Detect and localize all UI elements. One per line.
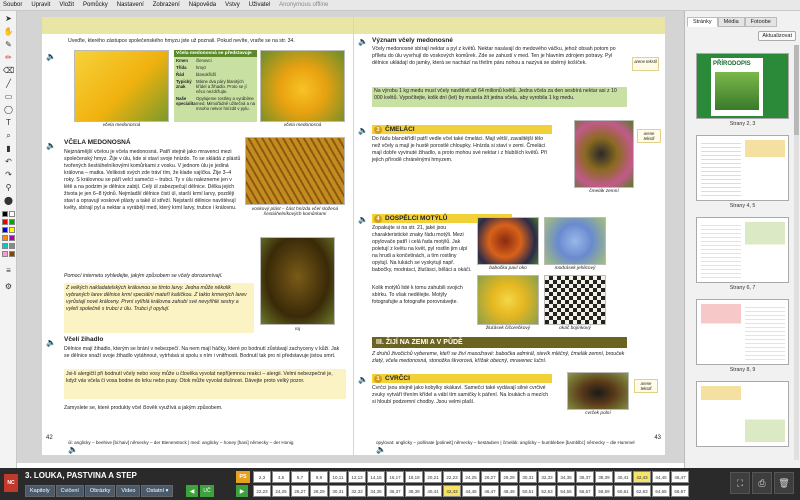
color-swatch-orange[interactable] [2,235,8,241]
speaker-icon[interactable]: 🔈 [358,126,368,135]
arrow-icon[interactable]: ➤ [5,14,12,23]
menu-uzivatel[interactable]: Uživatel [248,2,271,8]
menu-napoveda[interactable]: Nápověda [188,2,217,8]
refresh-button[interactable]: Aktualizovat [758,31,796,41]
page-selector-button[interactable]: 52,53 [538,485,556,497]
page-selector-button[interactable]: 26,27 [481,471,499,483]
page-selector-button[interactable]: 20,21 [424,471,442,483]
top-band [42,17,353,34]
book-viewer [17,11,684,463]
page-selector-button[interactable]: 14,15 [367,471,385,483]
zoom-icon[interactable]: ⌕ [6,130,11,140]
bee-photo-2 [260,50,345,122]
caption-honeycomb: voskový plást – část hnízda včel složená šestiúhelníkových komůrkami [251,207,339,217]
warning-box [64,369,346,399]
nav-video[interactable]: Video [116,485,140,497]
color-swatch-gray[interactable] [9,243,15,249]
right-page [354,17,665,455]
page-selector-button[interactable]: 4,5 [272,471,290,483]
color-swatch-blue[interactable] [2,227,8,233]
vocab-left: úl: anglicky – beehive [bi:haiv] německy – der Bienenstock | med: anglicky – honey [hani] německy – der Honig [68,439,294,445]
scrollbar-thumb[interactable] [794,45,799,135]
page-selector-button[interactable]: 46,47 [671,471,689,483]
page-selector-button[interactable]: 30,31 [329,485,347,497]
page-selector-row-2 [253,485,689,497]
page-selector-button[interactable]: 58,59 [595,485,613,497]
table-value: Máme dva páry blanitých křídel a žihadlo. Proto se jí něco nezdržujte. [196,79,247,94]
peacock-butterfly-photo [477,217,539,265]
page-selector-button[interactable]: 22,23 [253,485,271,497]
table-title: Včela medonosná se představuje [174,50,257,57]
badge: arene tekstil [637,129,661,143]
table-key: Třída [176,65,187,70]
menu-upravit[interactable]: Upravit [31,2,51,8]
caption-butterfly-3: žluťásek čičorečkový [485,326,531,331]
thumbnail-page[interactable] [696,381,789,447]
user-status: Anonymous offline [279,2,329,8]
page-selector-button[interactable]: 26,27 [291,485,309,497]
marker-icon[interactable]: ✏ [5,53,12,62]
undo-icon[interactable]: ↶ [5,157,12,166]
app-logo: NC [4,474,18,492]
marbled-butterfly-photo [544,275,606,325]
speaker-icon[interactable]: 🔈 [358,215,368,224]
page-selector-button[interactable]: 34,35 [557,471,575,483]
top-band [354,17,665,34]
page-selector-button[interactable]: 40,41 [614,471,632,483]
page-selector-button[interactable]: 28,29 [310,485,328,497]
calc-box [372,87,627,107]
eraser-icon[interactable]: ⌫ [2,66,15,75]
yellow-butterfly-photo [477,275,539,325]
hand-icon[interactable]: ✋ [3,27,14,36]
menu-vrstvy[interactable]: Vstvy [225,2,240,8]
page-selector-button[interactable]: 32,33 [538,471,556,483]
section-number: 1 [374,375,382,383]
italic-text: Z velkých nakladatelských královnou se tímto larvy. Jedna může několik vybraných larev dělnice krmí speciální mateří kašičkou. Z takto krmených larev vyrůstají nové královny. První vylíhlá královna zahubí své nevylíhlé sestry a vyletí společně s trubci z úlu. Trubci jí opylují. [66,285,247,313]
page-selector-button[interactable]: 16,17 [386,471,404,483]
page-number-left: 42 [46,435,53,441]
menu-soubor[interactable]: Soubor [3,2,23,8]
caption-bee-2: včela medonosná [283,123,322,128]
color-swatch-white[interactable] [9,211,15,217]
section-title-zeme: III. ŽIJÍ NA ZEMI A V PŮDĚ [372,337,627,348]
color-swatch-black[interactable] [2,211,8,217]
section-text-vyznam: Včely medonosné sbírají nektar a pyl z květů. Nektar nasávají do medového váčku, jehož obsah potom po příletu do úlu vyvrhují do voskových komůrek. Zde se zahustí v med. Ten je hlavním zdrojem potravy. Pyl dělnice ukládají do jamky, která se nachází na třetím páru nohou a nazývá se sběrný košíček. [372,46,616,67]
caption-butterfly-1: babočka paví oko [489,266,527,271]
menu-zobrazeni[interactable]: Zobrazení [152,2,180,8]
line-width-icon[interactable]: ≡ [6,266,11,275]
table-key: Kmen [176,58,188,63]
thumbnail-label: Strany 4, 5 [729,203,756,209]
cricket-photo [567,372,629,410]
menu-vlozit[interactable]: Vložit [59,2,75,8]
bee-photo-1 [74,50,169,122]
page-selector-button[interactable]: 34,35 [367,485,385,497]
color-swatch-pink[interactable] [2,251,8,257]
section-number: 4 [374,215,382,223]
line-icon[interactable]: ╱ [6,79,11,88]
page-selector-button[interactable]: 24,25 [462,471,480,483]
print-icon[interactable]: ⎙ [752,472,772,494]
thumbnail-page[interactable] [696,299,789,365]
table-value: členovci [196,58,212,63]
speaker-icon[interactable]: 🔈 [68,445,78,454]
thumbnail-page[interactable] [696,135,789,201]
color-swatch-cyan[interactable] [2,243,8,249]
page-selector-button[interactable]: 6,7 [291,471,309,483]
vocab-right: opylovat: anglicky – pollinate [polineit] německy – bestäuben | čmelák: anglicky – bumblebee [bʌmblbi:] německy – die Hummel [376,439,635,445]
page-selector-button[interactable]: 24,25 [272,485,290,497]
color-swatch-red[interactable] [2,219,8,225]
honeycomb-photo [245,137,345,205]
page-selector-button[interactable]: 36,37 [576,471,594,483]
bumblebee-photo [574,120,634,188]
color-swatch-yellow[interactable] [9,227,15,233]
fullscreen-icon[interactable]: ⛶ [730,472,750,494]
section-number: 3 [374,126,382,134]
page-selector-button[interactable]: 48,49 [500,485,518,497]
right-panel [684,11,800,468]
caption-swarm: roj [294,327,301,332]
page-selector-button[interactable]: 38,39 [595,471,613,483]
tab-fotoobe[interactable]: Fotoobe [745,17,777,27]
ps-button[interactable]: PS [236,471,250,483]
calc-text: Na výrobu 1 kg medu musí včely navštívit až 64 milionů květů. Jedna včela za den sesbírá nektar asi z 10 000 květů. Vypočítejte, kolik dní (let) by musela žít jedna včela, aby vyrobila 1 kg medu. [374,88,617,102]
rectangle-icon[interactable]: ▭ [4,92,13,101]
page-selector-button[interactable]: 42,43 [633,471,651,483]
section-text-cvrcci: Cvrčci jsou stejně jako kobylky skákaví. Samečci také vydávají silné cvrčivé zvuky vytváří třením křídel a vábí tím samičky k páření. Na loukách a mezích si hloubí podzemní chodby. Jsou velmi plaší. [372,385,549,406]
color-swatch-green[interactable] [9,219,15,225]
swarm-photo [260,237,335,325]
nav-cviceni[interactable]: Cvičení [56,485,84,497]
nav-ostatni[interactable]: Ostatní ▾ [141,485,173,497]
page-selector-button[interactable]: 22,23 [443,471,461,483]
thumbnail-label: Strany 6, 7 [729,285,756,291]
page-selector-button[interactable]: 32,33 [348,485,366,497]
section-text-motyli: Zopakujte si na str. 21, jaké jsou charakteristické znaky řádu motýli. Mezi opylovače patří i celá řada motýlů. Jak poletují z květu na květ, pyl rostlin jim ulpí na hrudi a končetinách, a tím rostliny opylují. Na lukách se vyskytují např. babočky, modrásci, žluťásci, běláci a okáči. [372,225,472,274]
settings-icon[interactable]: ⚙ [4,282,13,291]
page-selector-button[interactable]: 62,63 [633,485,651,497]
thumb-title: PŘÍRODOPIS [713,61,751,67]
caption-butterfly-4: okáč bojínkový [559,326,591,331]
speaker-icon[interactable]: 🔈 [46,338,56,347]
page-selector-button[interactable]: 2,3 [253,471,271,483]
page-selector-button[interactable]: 10,11 [329,471,347,483]
bottom-bar [0,468,800,500]
table-value: Opylujeme rostliny a vyrábíme med. Mimořádně užitečná a na mnoho netvor hnízdit v pylu. [196,96,255,111]
caption-cricket: cvrček polní [585,411,611,416]
page-selector-button[interactable]: 64,65 [652,485,670,497]
tab-stranky[interactable]: Stránky [687,17,718,27]
page-selector-row-1 [253,471,689,483]
left-page [42,17,353,455]
italic-box [64,283,254,333]
bottom-nav [25,485,173,497]
table-key: Naše specialita [176,96,196,106]
section-text-zeme: Z druhů živočichů vybereme, kteří se živí masožravé: babočka admirál, stevík mléčný, čmelák zemní, brouček zlatý, včela medonosná, stonožka škvorová, křížak obecný, mravenec luční. [372,351,625,365]
page-selector-button[interactable]: 38,39 [405,485,423,497]
chapter-title: 3. LOUKA, PASTVINA A STEP [25,471,137,480]
motyli-note: Kolik motýlů lidé k tomu zahubili svojich sbírku. To však nedělejte. Motýly fotografujte a fotografie porovnávejte. [372,285,463,306]
task-text: Zamyslete se, které produkty včel člověk využívá a jakým způsobem. [64,405,223,411]
page-selector-button[interactable]: 42,43 [443,485,461,497]
thumbnail-page[interactable] [696,53,789,119]
speaker-icon[interactable]: 🔈 [376,445,386,454]
speaker-icon[interactable]: 🔈 [46,52,56,61]
warning-text: Jsi-li alergičtí při bodnutí včely nebo vosy může u člověka vyvolat nepříjemnou reakci – alergii. Velmi nebezpečné je, když vás včela či vosa bodne do krku nebo pusy. Otok může vyvolat dušnost. Dávejte proto velký pozor. [66,371,333,385]
badge: arene tekstil [632,57,659,71]
section-text-zihadlo: Dělnice mají žihadlo, kterým se brání v nebezpečí. Na nem mají háčky, které po bodnutí zůstávají zachyceny v kůži. Jak se dělnice snaží svoje žihadlo vytáhnout, vytrhává si spolu s ním i vnitřnosti. Bodnutí tak pro ni představuje jistou smrt. [64,346,340,360]
table-value: blanokřídlí [196,72,216,77]
menu-pomucky[interactable]: Pomůcky [83,2,108,8]
color-swatch-brown[interactable] [9,251,15,257]
section-title-text: DOSPĚLCI MOTÝLŮ [385,215,448,222]
page-selector-button[interactable]: 40,41 [424,485,442,497]
prev-arrow-icon[interactable]: ◀ [186,485,198,497]
menu-nastaveni[interactable]: Nastavení [116,2,144,8]
table-value: hmyz [196,65,207,70]
page-selector-button[interactable]: 60,61 [614,485,632,497]
page-selector-button[interactable]: 66,67 [671,485,689,497]
thumbnail-label: Strany 8, 9 [729,367,756,373]
page-selector-button[interactable]: 12,13 [348,471,366,483]
text-icon[interactable]: T [6,118,11,127]
thumbnail-page[interactable] [696,217,789,283]
section-title-zihadlo: Včelí žihadlo [64,336,104,343]
blue-butterfly-photo [544,217,606,265]
speaker-icon[interactable]: 🔈 [358,37,368,46]
section-text-cmelaci: Do řádu blanokřídlí patří vedle včel také čmeláci. Mají větší, zavalitější tělo než včely a mají je hustě porostlé chloupky. Hnízda si staví v zemi. Čmeláci mají dobře vyvinuté žihadlo, a proto mohou své nektar i z hlubších květů. Pří jejich přírodě chráněnými hmyzem. [372,136,548,164]
section-title-text: CVRČCI [385,375,410,382]
table-key: Typický znak [176,79,192,89]
section-title-cvrcci [372,374,552,383]
pen-icon[interactable]: ✎ [5,40,12,49]
page-selector-button[interactable]: 50,51 [519,485,537,497]
speaker-icon[interactable]: 🔈 [46,141,56,150]
section-title-text: ČMELÁCI [385,126,415,133]
nav-kapitoly[interactable]: Kapitoly [25,485,55,497]
section-title-vcela: VČELA MEDONOSNÁ [64,139,131,146]
page-selector-button[interactable]: 30,31 [519,471,537,483]
speaker-icon[interactable]: 🔈 [358,375,368,384]
scrollbar[interactable] [794,45,799,460]
page-selector-button[interactable]: 36,37 [386,485,404,497]
caption-butterfly-2: modrásek jehlicový [554,266,596,271]
page-selector-button[interactable]: 28,29 [500,471,518,483]
page-selector-button[interactable]: 56,57 [576,485,594,497]
section-title-vyznam: Význam včely medonosné [372,37,453,44]
section-text-vcela: Nejznámější včelou je včela medonosná. Patří stejně jako mravenci mezi společenský hmyz. Žije v úlu, kde si staví svoje hnízdo. To se skládá z plástů tvořených šestiúhelníkovými komůrkami z vosku. V jednom úlu je jediná královna – matka. Velikosti svých zde tráví tím, že klade vajíčka. Žije 3–4 roky. S královnou se páří velcí samečci – trubci. Ty v úlu nalezneme jen v létě a na podzim je dělnice zabijí. Celý úl zabezpečují dělnice. Dělka jejich života je jen 6–8 týdnů. Nejmladší dělnice čistí úl, starší krmí larvy, později staví a opravují voskové plásty a také úl střeží. Nejstarší dělnice navštěvují květy, sbírají pyl a nektar a vyrábějí med, který krmí larvy, trubce i královnu. [64,149,241,212]
bee-info-table [174,50,257,122]
uc-button[interactable]: UČ [200,485,214,497]
thumbnail-list [691,45,794,465]
badge: arene tekstil [634,379,658,393]
page-selector-button[interactable]: 8,9 [310,471,328,483]
page-selector-button[interactable]: 44,45 [652,471,670,483]
page-selector-button[interactable]: 18,19 [405,471,423,483]
caption-bee-1: včela medonosná [102,123,141,128]
next-arrow-icon[interactable]: ▶ [236,485,248,497]
trash-icon[interactable]: 🗑 [774,472,794,494]
intro-text: Uveďte, kterého zástupce společenského hmyzu jste už poznali. Pokud nevíte, vraťte se na str. 34. [68,38,295,44]
ellipse-icon[interactable]: ◯ [4,105,13,114]
page-selector-button[interactable]: 44,45 [462,485,480,497]
fill-icon[interactable]: ⬤ [4,196,13,205]
highlight-icon[interactable]: ▮ [6,144,11,153]
thumbnail-label: Strany 2, 3 [729,121,756,127]
page-selector-button[interactable]: 46,47 [481,485,499,497]
caption-bumblebee: čmelák zemní [589,189,619,194]
redo-icon[interactable]: ↷ [5,170,12,179]
section-title-cmelaci [372,125,552,134]
note-text: Pomocí internetu vyhledejte, jakým způsobem se včely dorozumívají. [64,273,223,279]
tab-media[interactable]: Média [718,17,745,27]
left-toolbar [0,11,17,468]
menubar [0,0,800,11]
color-swatch-purple[interactable] [9,235,15,241]
page-number-right: 43 [654,435,661,441]
table-key: Řád [176,72,185,77]
nav-obrazky[interactable]: Obrázky [85,485,115,497]
eyedropper-icon[interactable]: ⚲ [5,183,12,192]
panel-tabs [687,17,777,27]
page-selector-button[interactable]: 54,55 [557,485,575,497]
